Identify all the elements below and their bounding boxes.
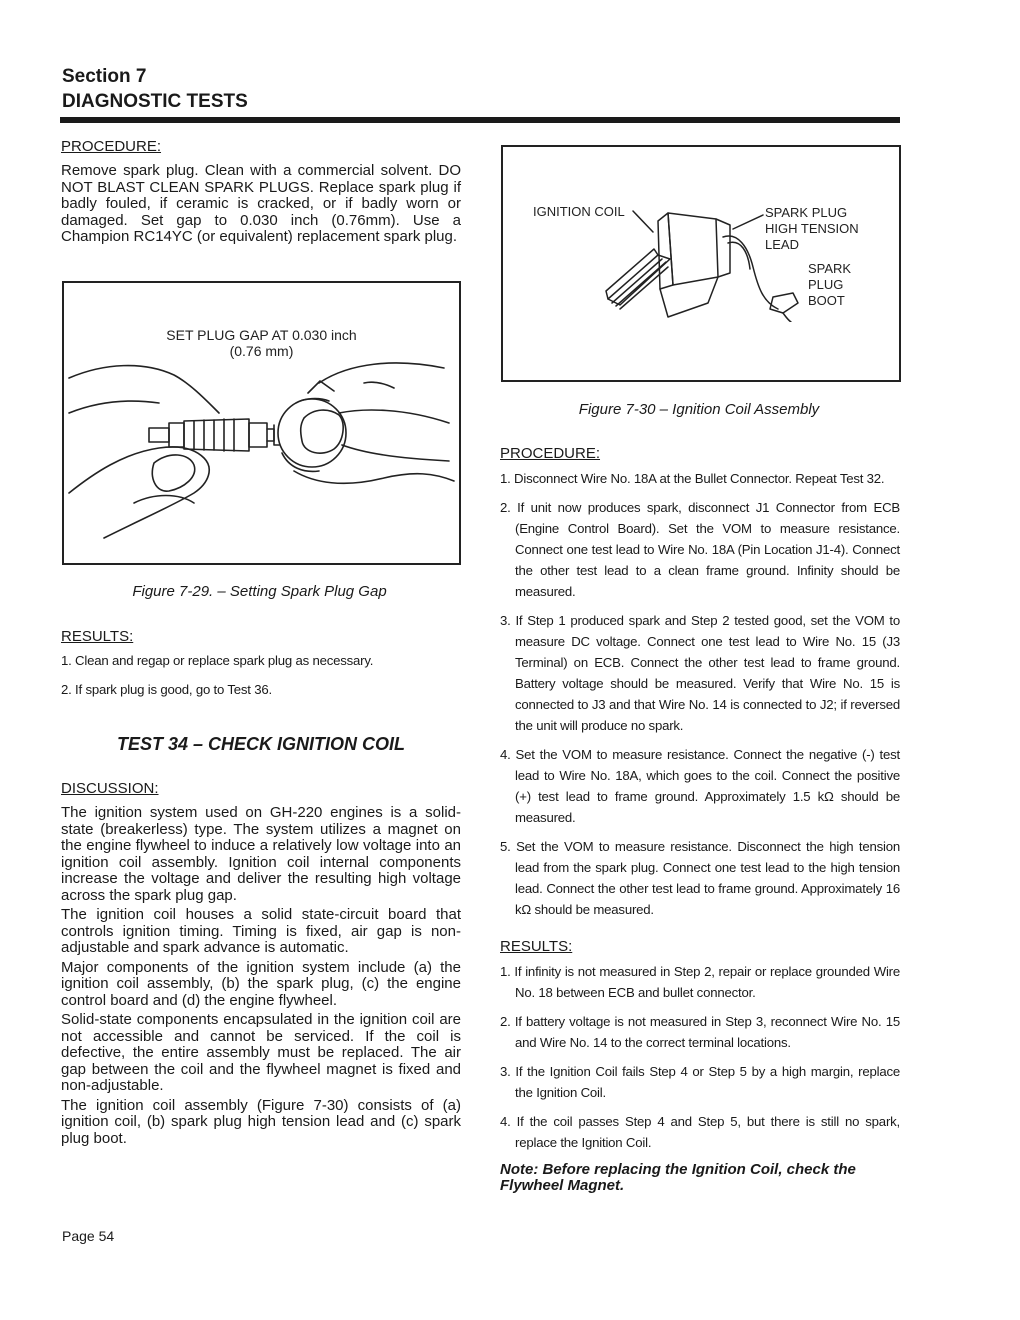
header-rule bbox=[60, 117, 900, 123]
results-list-right bbox=[500, 961, 900, 1161]
discussion-heading: DISCUSSION: bbox=[61, 780, 159, 797]
results-list-left bbox=[61, 650, 461, 708]
section-number: Section 7 bbox=[62, 66, 147, 87]
list-item: 3. If the Ignition Coil fails Step 4 or Step 5 by a high margin, replace the Ignition Coil. bbox=[500, 1064, 900, 1100]
spark-plug-gap-illustration bbox=[64, 353, 459, 558]
discussion-body bbox=[61, 805, 461, 1147]
procedure-heading-right: PROCEDURE: bbox=[500, 445, 601, 462]
results-heading-left: RESULTS: bbox=[61, 628, 134, 645]
list-item: 1. Disconnect Wire No. 18A at the Bullet Connector. Repeat Test 32. bbox=[500, 471, 885, 486]
list-item: 1. If infinity is not measured in Step 2, repair or replace grounded Wire No. 18 between ECB and bullet connector. bbox=[500, 964, 900, 1000]
label-high-tension-lead: SPARK PLUG HIGH TENSION LEAD bbox=[765, 205, 859, 252]
label-spark-plug-boot: SPARK PLUG BOOT bbox=[808, 261, 852, 308]
list-item: 3. If Step 1 produced spark and Step 2 tested good, set the VOM to measure DC voltage. Connect one test lead to Wire No. 15 (J3 Terminal) on ECB. Connect the other test lead to frame ground. Battery voltage should be measured. Verify that Wire No. 15 is connected to J3 and that Wire No. 14 is connected to J2; if reversed the unit will produce no spark. bbox=[500, 613, 900, 733]
test-34-title: TEST 34 – CHECK IGNITION COIL bbox=[117, 734, 406, 754]
discussion-paragraph: Major components of the ignition system include (a) the ignition coil assembly, (b) the spark plug, (c) the engine control board and (d) the engine flywheel. bbox=[61, 958, 461, 1009]
section-title: DIAGNOSTIC TESTS bbox=[62, 91, 248, 112]
figure-7-29 bbox=[62, 281, 461, 565]
procedure-text-left: Remove spark plug. Clean with a commercial solvent. DO NOT BLAST CLEAN SPARK PLUGS. Replace spark plug if badly fouled, if ceramic is cracked, or if badly worn or damaged. Set gap to 0.030 inch (0.76mm). Use a Champion RC14YC (or equivalent) replacement spark plug. bbox=[61, 162, 461, 245]
figure-7-30 bbox=[501, 145, 901, 382]
list-item: 2. If unit now produces spark, disconnect J1 Connector from ECB (Engine Control Board). Set the VOM to measure resistance. Connect one test lead to Wire No. 18A (Pin Location J1-4). Connect the other test lead to a clean frame ground. Infinity should be measured. bbox=[500, 500, 900, 599]
page-number: Page 54 bbox=[62, 1228, 115, 1244]
note-flywheel-magnet: Note: Before replacing the Ignition Coil, check the Flywheel Magnet. bbox=[500, 1161, 856, 1194]
discussion-paragraph: The ignition coil houses a solid state-circuit board that controls ignition timing. Timing is fixed, air gap is non-adjustable and spark advance is automatic. bbox=[61, 906, 461, 956]
list-item: 2. If spark plug is good, go to Test 36. bbox=[61, 682, 272, 697]
discussion-paragraph: The ignition coil assembly (Figure 7-30) consists of (a) ignition coil, (b) spark plug high tension lead and (c) spark plug boot. bbox=[61, 1096, 461, 1147]
list-item: 4. If the coil passes Step 4 and Step 5, but there is still no spark, replace the Ignition Coil. bbox=[500, 1114, 900, 1150]
discussion-paragraph: The ignition system used on GH-220 engines is a solid-state (breakerless) type. The system utilizes a magnet on the engine flywheel to induce a relatively low voltage into an ignition coil assembly. Ignition coil internal components increase the voltage and deliver the resulting high voltage across the spark plug gap. bbox=[61, 804, 461, 904]
list-item: 4. Set the VOM to measure resistance. Connect the negative (-) test lead to Wire No. 18A, which goes to the coil. Connect the positive (+) test lead to frame ground. Approximately 1.5 kΩ should be measured. bbox=[500, 747, 900, 825]
figure-7-30-caption: Figure 7-30 – Ignition Coil Assembly bbox=[578, 401, 820, 418]
procedure-heading-left: PROCEDURE: bbox=[61, 138, 162, 155]
list-item: 2. If battery voltage is not measured in Step 3, reconnect Wire No. 15 and Wire No. 14 to the correct terminal locations. bbox=[500, 1014, 900, 1050]
ignition-coil-illustration bbox=[598, 207, 803, 322]
list-item: 5. Set the VOM to measure resistance. Disconnect the high tension lead from the spark plug. Connect one test lead to the high tension lead. Connect the other test lead to frame ground. Approximately 16 kΩ should be measured. bbox=[500, 839, 900, 917]
label-ignition-coil: IGNITION COIL bbox=[533, 204, 625, 219]
plug-gap-label: SET PLUG GAP AT 0.030 inch (0.76 mm) bbox=[166, 327, 357, 359]
figure-7-29-caption: Figure 7-29. – Setting Spark Plug Gap bbox=[132, 583, 387, 600]
results-heading-right: RESULTS: bbox=[500, 938, 573, 955]
list-item: 1. Clean and regap or replace spark plug as necessary. bbox=[61, 653, 374, 668]
procedure-list-right bbox=[500, 468, 900, 928]
discussion-paragraph: Solid-state components encapsulated in the ignition coil are not accessible and cannot be serviced. If the coil is defective, the entire assembly must be replaced. The air gap between the coil and the flywheel magnet is fixed and non-adjustable. bbox=[61, 1011, 461, 1094]
